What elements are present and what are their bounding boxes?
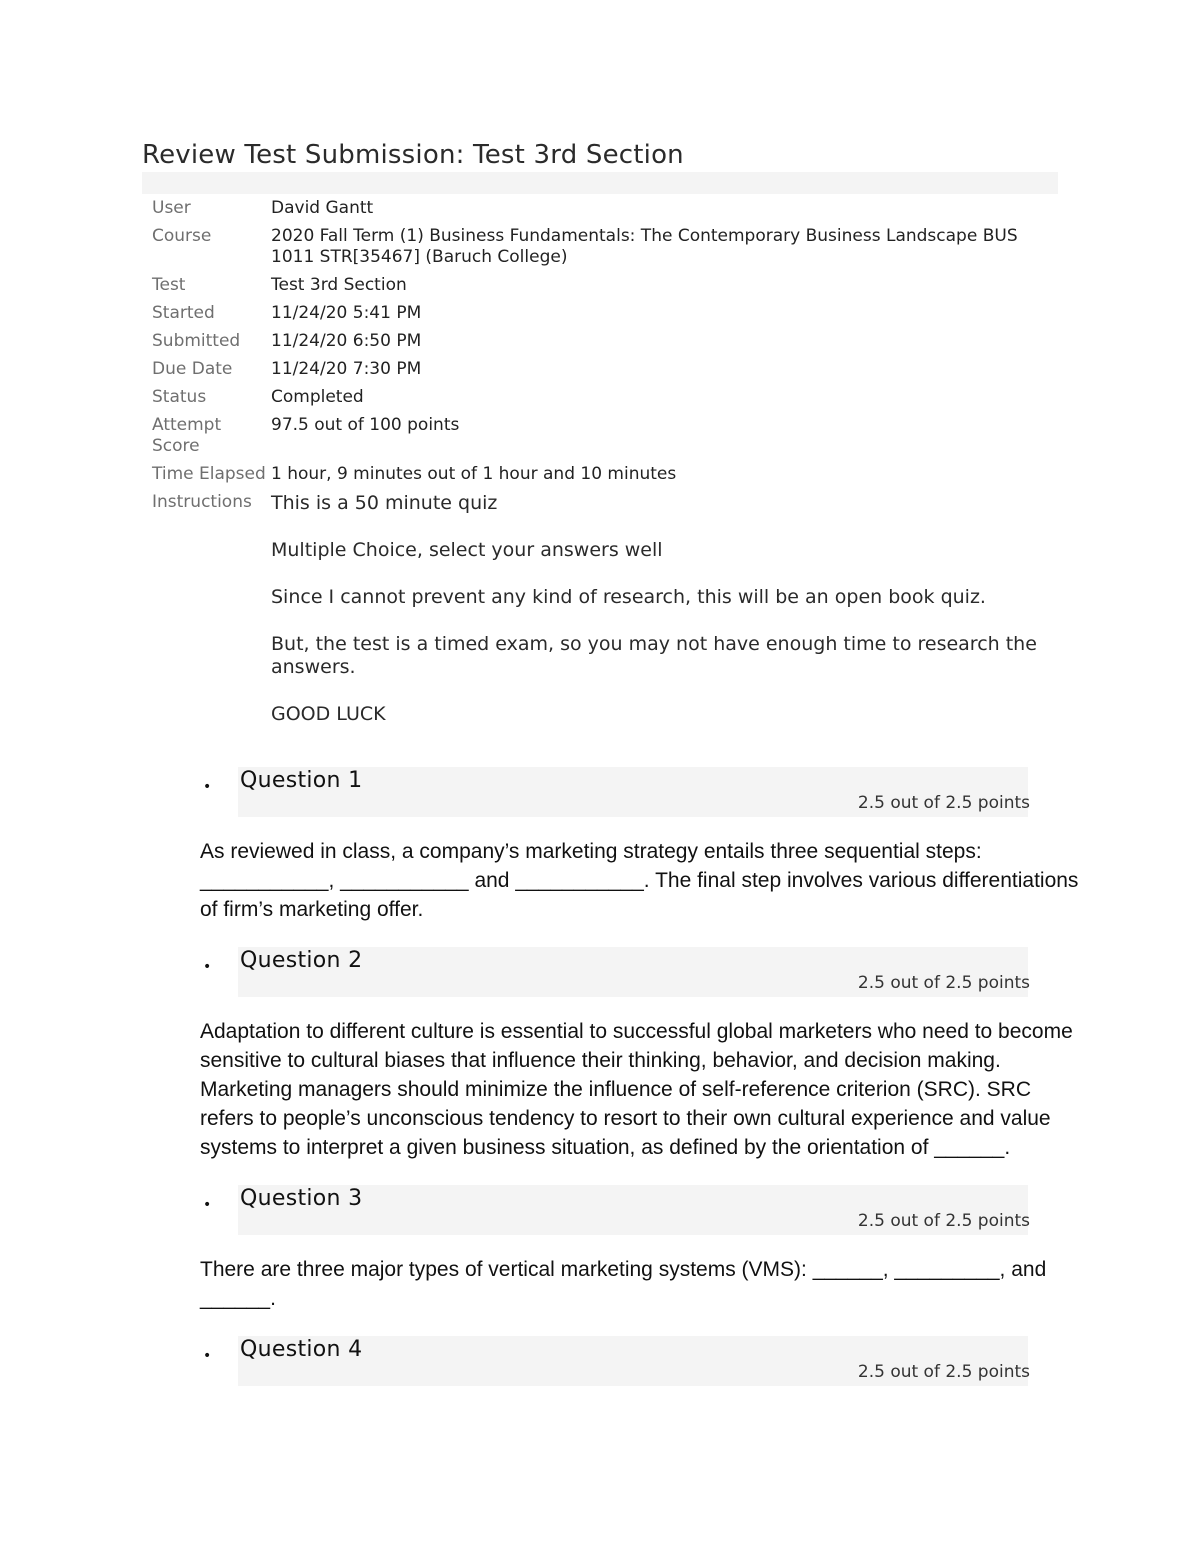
started-value: 11/24/20 5:41 PM bbox=[271, 303, 422, 323]
question-text: As reviewed in class, a company’s marketing strategy entails three sequential steps: ___________, ___________ and ___________. The final step involves various differentiations of firm’s marketing offer. bbox=[200, 840, 1079, 921]
question-points: 2.5 out of 2.5 points bbox=[857, 793, 1030, 813]
instructions-content bbox=[271, 492, 1052, 733]
started-label: Started bbox=[152, 303, 215, 323]
status-label: Status bbox=[152, 387, 207, 407]
question-text: There are three major types of vertical marketing systems (VMS): ______, _________, and ______. bbox=[200, 1258, 1047, 1310]
question-title: Question 2 bbox=[240, 948, 363, 973]
course-label: Course bbox=[152, 226, 212, 246]
instruction-line: Multiple Choice, select your answers well bbox=[271, 539, 663, 561]
instructions-label: Instructions bbox=[152, 492, 252, 512]
status-value: Completed bbox=[271, 387, 364, 407]
submitted-value: 11/24/20 6:50 PM bbox=[271, 331, 422, 351]
instruction-line: But, the test is a timed exam, so you may not have enough time to research the answers. bbox=[271, 633, 1037, 678]
question-points: 2.5 out of 2.5 points bbox=[857, 1362, 1030, 1382]
user-label: User bbox=[152, 198, 191, 218]
question-text: Adaptation to different culture is essential to successful global marketers who need to become sensitive to cultural biases that influence their thinking, behavior, and decision making. Marketing managers should minimize the influence of self-reference criterion (SRC). SRC refers to people’s unconscious tendency to resort to their own cultural experience and value systems to interpret a given business situation, as defined by the orientation of ______. bbox=[200, 1020, 1073, 1159]
user-value: David Gantt bbox=[271, 198, 374, 218]
instruction-line: This is a 50 minute quiz bbox=[271, 492, 498, 514]
instruction-line: Since I cannot prevent any kind of research, this will be an open book quiz. bbox=[271, 586, 986, 608]
bullet-icon: • bbox=[203, 779, 212, 795]
page-title: Review Test Submission: Test 3rd Section bbox=[142, 140, 684, 170]
time-elapsed-label: Time Elapsed bbox=[152, 464, 266, 484]
question-item bbox=[200, 1185, 1100, 1313]
question-header bbox=[200, 767, 1100, 817]
test-value: Test 3rd Section bbox=[271, 275, 407, 295]
attempt-score-value: 97.5 out of 100 points bbox=[271, 415, 460, 435]
due-date-value: 11/24/20 7:30 PM bbox=[271, 359, 422, 379]
question-title: Question 4 bbox=[240, 1337, 363, 1362]
due-date-label: Due Date bbox=[152, 359, 233, 379]
submitted-label: Submitted bbox=[152, 331, 241, 351]
submission-details-table bbox=[152, 198, 1052, 733]
title-divider-bar bbox=[142, 172, 1058, 194]
bullet-icon: • bbox=[203, 1197, 212, 1213]
question-title: Question 1 bbox=[240, 768, 363, 793]
question-title: Question 3 bbox=[240, 1186, 363, 1211]
instruction-line: GOOD LUCK bbox=[271, 703, 386, 725]
question-item bbox=[200, 947, 1100, 1162]
time-elapsed-value: 1 hour, 9 minutes out of 1 hour and 10 minutes bbox=[271, 464, 677, 484]
question-points: 2.5 out of 2.5 points bbox=[857, 1211, 1030, 1231]
course-value: 2020 Fall Term (1) Business Fundamentals: The Contemporary Business Landscape BUS 1011 STR[35467] (Baruch College) bbox=[271, 226, 1018, 267]
question-item bbox=[200, 767, 1100, 924]
bullet-icon: • bbox=[203, 1348, 212, 1364]
question-header bbox=[200, 1336, 1100, 1386]
test-label: Test bbox=[152, 275, 186, 295]
question-points: 2.5 out of 2.5 points bbox=[857, 973, 1030, 993]
question-item bbox=[200, 1336, 1100, 1386]
bullet-icon: • bbox=[203, 959, 212, 975]
attempt-score-label: Attempt Score bbox=[152, 415, 222, 456]
question-header bbox=[200, 1185, 1100, 1235]
question-header bbox=[200, 947, 1100, 997]
